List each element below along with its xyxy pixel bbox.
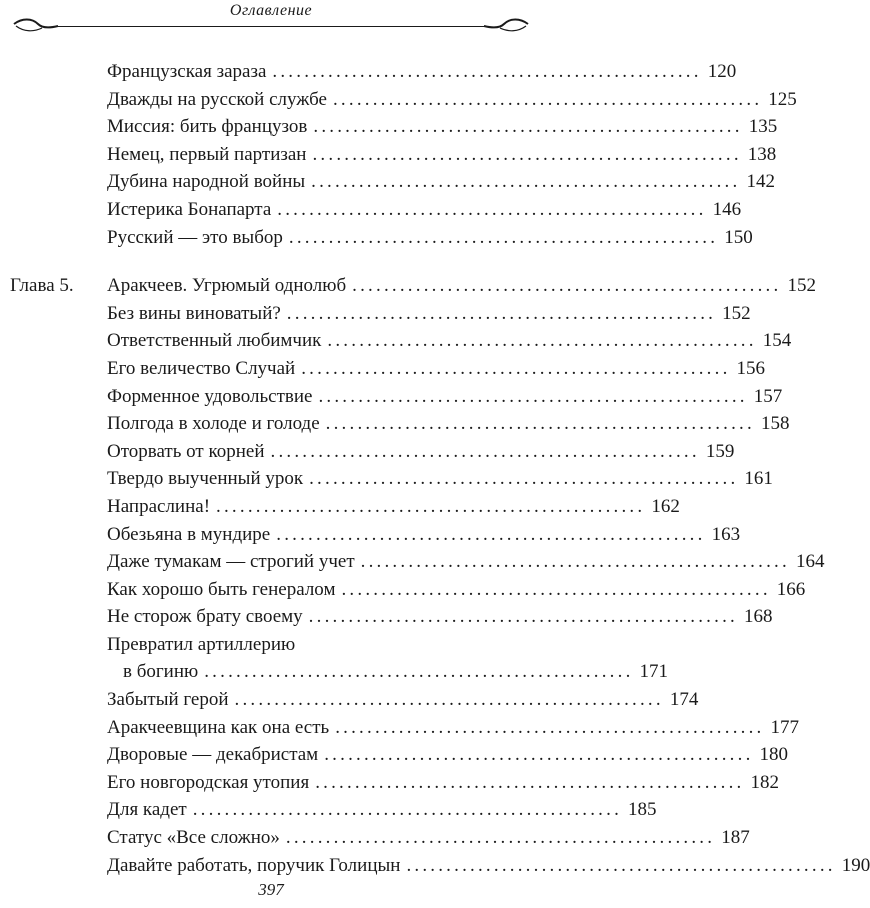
toc-row: [0, 141, 777, 169]
toc-entry: [107, 410, 790, 438]
toc-row: [0, 769, 779, 797]
toc-entry: [107, 355, 766, 383]
dot-leader: ......................................................: [270, 440, 700, 462]
toc-entry: [107, 113, 778, 141]
toc-entry: [107, 438, 735, 466]
entry-page-number: 180: [759, 744, 789, 766]
dot-leader: ......................................................: [309, 468, 739, 490]
entry-title: Аракчеевщина как она есть: [107, 716, 330, 738]
toc-row: [0, 824, 750, 852]
entry-page-number: 163: [711, 523, 741, 545]
dot-leader: ......................................................: [352, 275, 782, 297]
toc-row: [0, 548, 825, 576]
toc-row: [0, 224, 753, 252]
entry-title: Твердо выученный урок: [107, 468, 304, 490]
dot-leader: ......................................................: [234, 689, 664, 711]
dot-leader: ......................................................: [406, 854, 836, 876]
dot-leader: ......................................................: [318, 385, 748, 407]
entry-page-number: 190: [841, 854, 870, 876]
toc-row: [0, 796, 657, 824]
entry-page-number: 164: [795, 551, 825, 573]
toc-entry: [107, 465, 773, 493]
toc-entry: [107, 631, 528, 659]
toc-entry: [107, 196, 742, 224]
toc-entry: [107, 224, 753, 252]
entry-page-number: 146: [712, 198, 742, 220]
toc-entry: [107, 769, 779, 797]
entry-page-number: 187: [721, 827, 750, 849]
entry-page-number: 161: [744, 468, 773, 490]
dot-leader: ......................................................: [286, 302, 717, 324]
toc-row: [0, 196, 742, 224]
entry-page-number: 135: [748, 116, 778, 138]
right-ornament-icon: [482, 14, 530, 38]
page-number: 397: [258, 880, 284, 899]
header-rule: [58, 26, 484, 27]
entry-title: Форменное удовольствие: [107, 385, 313, 407]
dot-leader: ......................................................: [276, 523, 706, 545]
toc-entry: [107, 796, 657, 824]
entry-title: Его величество Случай: [107, 357, 296, 379]
entry-page-number: 152: [787, 275, 816, 297]
entry-page-number: 166: [776, 578, 806, 600]
entry-title: Без вины виноватый?: [107, 302, 281, 324]
entry-page-number: 182: [750, 771, 779, 793]
entry-title: Обезьяна в мундире: [107, 523, 271, 545]
dot-leader: ......................................................: [324, 744, 754, 766]
entry-title: Русский — это выбор: [107, 226, 283, 248]
toc-row: [0, 852, 870, 880]
entry-page-number: 168: [743, 606, 773, 628]
toc-entry: [107, 300, 751, 328]
entry-title: Превратил артиллерию: [107, 633, 296, 655]
entry-title: Напраслина!: [107, 495, 211, 517]
toc-row: [0, 521, 741, 549]
dot-leader: ......................................................: [204, 661, 634, 683]
toc-entry: [107, 272, 816, 300]
toc-entry: [107, 493, 680, 521]
entry-page-number: 159: [705, 440, 735, 462]
entry-page-number: 142: [746, 171, 775, 193]
toc-entry: [107, 168, 775, 196]
entry-title: Дубина народной войны: [107, 171, 306, 193]
entry-title: Статус «Все сложно»: [107, 827, 280, 849]
toc-row: [0, 113, 778, 141]
dot-leader: ......................................................: [332, 88, 763, 110]
dot-leader: ......................................................: [288, 226, 719, 248]
toc-entry: [107, 852, 870, 880]
entry-title: Истерика Бонапарта: [107, 198, 272, 220]
toc-entry-continuation: [123, 658, 669, 686]
toc-entry: [107, 86, 797, 114]
entry-title: Оторвать от корней: [107, 440, 265, 462]
entry-title: Забытый герой: [107, 689, 229, 711]
dot-leader: ......................................................: [325, 413, 755, 435]
dot-leader: ......................................................: [308, 606, 738, 628]
entry-title: Давайте работать, поручик Голицын: [107, 854, 401, 876]
dot-leader: ......................................................: [272, 61, 702, 82]
toc-entry: [107, 521, 741, 549]
toc-row: [0, 714, 800, 742]
toc-entry: [107, 576, 806, 604]
toc-entry: [107, 141, 777, 169]
dot-leader: ......................................................: [335, 716, 765, 738]
entry-page-number: 138: [747, 143, 777, 165]
entry-title: Немец, первый партизан: [107, 143, 307, 165]
entry-title: Дважды на русской службе: [107, 88, 327, 110]
toc-row: [0, 438, 735, 466]
dot-leader: ......................................................: [311, 171, 741, 193]
dot-leader: ......................................................: [216, 495, 646, 517]
entry-page-number: 185: [628, 799, 657, 821]
dot-leader: ......................................................: [192, 799, 623, 821]
dot-leader: ......................................................: [285, 827, 716, 849]
entry-title: Даже тумакам — строгий учет: [107, 551, 355, 573]
toc-row: [0, 168, 775, 196]
toc-row-continuation: [0, 658, 669, 686]
toc-row: [0, 631, 542, 659]
toc-row: [0, 465, 773, 493]
entry-title: Его новгородская утопия: [107, 771, 310, 793]
toc-row: [0, 58, 737, 86]
entry-title: Французская зараза: [107, 61, 267, 82]
entry-page-number: 157: [753, 385, 783, 407]
entry-title: Ответственный любимчик: [107, 330, 322, 352]
entry-page-number: 171: [639, 661, 669, 683]
entry-title: Не сторож брату своему: [107, 606, 303, 628]
toc-entry: [107, 741, 789, 769]
toc-entry: [107, 714, 800, 742]
dot-leader: ......................................................: [341, 578, 771, 600]
entry-title: Аракчеев. Угрюмый однолюб: [107, 275, 347, 297]
entry-page-number: 120: [707, 61, 737, 82]
toc-row: [0, 86, 797, 114]
entry-page-number: 174: [669, 689, 699, 711]
toc-entry: [107, 824, 750, 852]
dot-leader: ......................................................: [301, 357, 731, 379]
toc-entry: [107, 383, 783, 411]
entry-title-continuation: в богиню: [123, 661, 199, 683]
dot-leader: ......................................................: [313, 116, 743, 138]
entry-title: Для кадет: [107, 799, 187, 821]
toc-entry: [107, 327, 792, 355]
entry-page-number: 154: [762, 330, 792, 352]
dot-leader: ......................................................: [360, 551, 790, 573]
running-header: [0, 0, 542, 36]
toc-row: [0, 603, 773, 631]
toc-row: [0, 383, 783, 411]
toc-row: [0, 300, 751, 328]
toc-row: [0, 493, 680, 521]
toc-row: [0, 355, 766, 383]
toc-row: [0, 686, 699, 714]
entry-page-number: 158: [760, 413, 790, 435]
entry-page-number: 125: [768, 88, 797, 110]
entry-title: Дворовые — декабристам: [107, 744, 319, 766]
running-title: Оглавление: [229, 2, 313, 19]
entry-title: Как хорошо быть генералом: [107, 578, 336, 600]
toc-row: [0, 576, 806, 604]
table-of-contents: [0, 58, 870, 879]
entry-page-number: 177: [770, 716, 800, 738]
entry-page-number: 156: [736, 357, 766, 379]
toc-row: [0, 272, 816, 300]
toc-entry: [107, 686, 699, 714]
toc-row: [0, 327, 792, 355]
entry-page-number: 152: [722, 302, 751, 324]
toc-entry: [107, 603, 773, 631]
entry-page-number: 150: [724, 226, 753, 248]
toc-entry: [107, 58, 737, 86]
dot-leader: ......................................................: [315, 771, 745, 793]
entry-page-number: 162: [651, 495, 680, 517]
toc-row: [0, 410, 790, 438]
entry-title: Полгода в холоде и голоде: [107, 413, 320, 435]
dot-leader: ......................................................: [312, 143, 742, 165]
dot-leader: ......................................................: [327, 330, 757, 352]
toc-row: [0, 741, 789, 769]
entry-title: Миссия: бить французов: [107, 116, 308, 138]
toc-entry: [107, 548, 825, 576]
dot-leader: ......................................................: [277, 198, 707, 220]
chapter-label: Глава 5.: [10, 275, 74, 297]
